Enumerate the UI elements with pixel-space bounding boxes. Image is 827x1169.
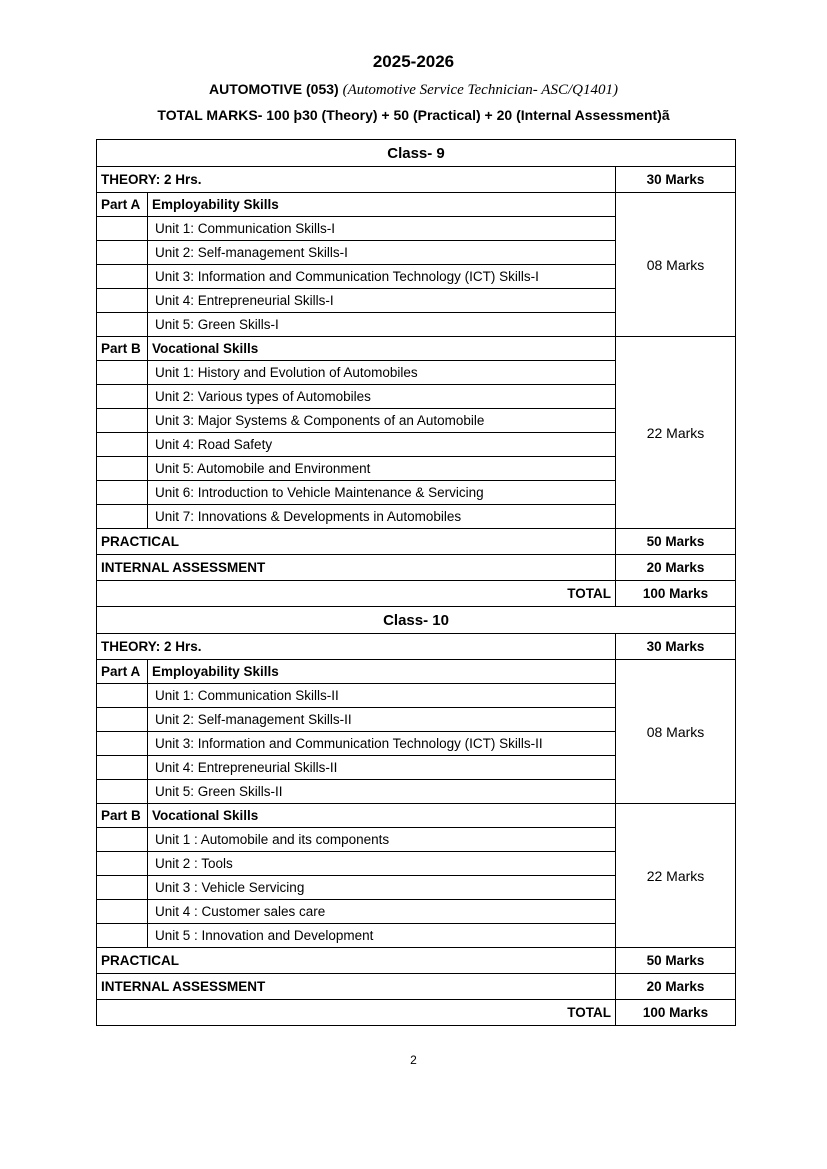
class-10-practical-label: PRACTICAL xyxy=(97,948,616,974)
class-9-part-b-marks: 22 Marks xyxy=(616,337,736,529)
unit-item: Unit 4: Entrepreneurial Skills-I xyxy=(148,289,616,313)
class-10-theory-marks: 30 Marks xyxy=(616,634,736,660)
unit-item: Unit 1: History and Evolution of Automobiles xyxy=(148,361,616,385)
class-10-title: Class- 10 xyxy=(97,607,736,634)
class-9-ia-marks: 20 Marks xyxy=(616,555,736,581)
unit-item: Unit 1 : Automobile and its components xyxy=(148,828,616,852)
unit-item: Unit 3: Major Systems & Components of an Automobile xyxy=(148,409,616,433)
class-10-part-a-label: Part A xyxy=(97,660,148,684)
class-10-theory-label: THEORY: 2 Hrs. xyxy=(97,634,616,660)
class-9-title: Class- 9 xyxy=(97,140,736,167)
class-9-total-marks: 100 Marks xyxy=(616,581,736,607)
unit-item: Unit 5: Green Skills-I xyxy=(148,313,616,337)
unit-item: Unit 5: Automobile and Environment xyxy=(148,457,616,481)
unit-item: Unit 3: Information and Communication Technology (ICT) Skills-I xyxy=(148,265,616,289)
total-marks-heading: TOTAL MARKS- 100 þ30 (Theory) + 50 (Practical) + 20 (Internal Assessment)ã xyxy=(157,107,670,123)
unit-item: Unit 2: Self-management Skills-I xyxy=(148,241,616,265)
unit-item: Unit 4: Road Safety xyxy=(148,433,616,457)
class-9-part-a-label: Part A xyxy=(97,193,148,217)
class-10-ia-label: INTERNAL ASSESSMENT xyxy=(97,974,616,1000)
class-10-part-a-title: Employability Skills xyxy=(148,660,616,684)
unit-item: Unit 1: Communication Skills-I xyxy=(148,217,616,241)
job-role: (Automotive Service Technician- ASC/Q1401) xyxy=(342,82,618,98)
class-10-part-a-marks: 08 Marks xyxy=(616,660,736,804)
unit-item: Unit 2: Various types of Automobiles xyxy=(148,385,616,409)
class-9-theory-marks: 30 Marks xyxy=(616,167,736,193)
unit-item: Unit 3: Information and Communication Technology (ICT) Skills-II xyxy=(148,732,616,756)
unit-item: Unit 1: Communication Skills-II xyxy=(148,684,616,708)
class-9-total-label: TOTAL xyxy=(97,581,616,607)
class-9-part-a-marks: 08 Marks xyxy=(616,193,736,337)
class-10-ia-marks: 20 Marks xyxy=(616,974,736,1000)
subject-heading xyxy=(0,81,827,99)
unit-item: Unit 4 : Customer sales care xyxy=(148,900,616,924)
subject-code: AUTOMOTIVE (053) xyxy=(209,81,339,97)
year-heading: 2025-2026 xyxy=(372,52,455,71)
class-9-part-b-label: Part B xyxy=(97,337,148,361)
class-10-practical-marks: 50 Marks xyxy=(616,948,736,974)
syllabus-table xyxy=(96,139,736,1026)
class-9-part-b-title: Vocational Skills xyxy=(148,337,616,361)
class-10-total-label: TOTAL xyxy=(97,1000,616,1026)
class-9-part-a-title: Employability Skills xyxy=(148,193,616,217)
unit-item: Unit 3 : Vehicle Servicing xyxy=(148,876,616,900)
class-10-part-b-label: Part B xyxy=(97,804,148,828)
page-number: 2 xyxy=(410,1053,417,1067)
unit-item: Unit 5 : Innovation and Development xyxy=(148,924,616,948)
class-9-theory-label: THEORY: 2 Hrs. xyxy=(97,167,616,193)
class-10-total-marks: 100 Marks xyxy=(616,1000,736,1026)
unit-item: Unit 4: Entrepreneurial Skills-II xyxy=(148,756,616,780)
unit-item: Unit 2: Self-management Skills-II xyxy=(148,708,616,732)
class-9-practical-marks: 50 Marks xyxy=(616,529,736,555)
class-10-part-b-marks: 22 Marks xyxy=(616,804,736,948)
unit-item: Unit 6: Introduction to Vehicle Maintenance & Servicing xyxy=(148,481,616,505)
class-9-ia-label: INTERNAL ASSESSMENT xyxy=(97,555,616,581)
unit-item: Unit 7: Innovations & Developments in Automobiles xyxy=(148,505,616,529)
class-9-practical-label: PRACTICAL xyxy=(97,529,616,555)
class-10-part-b-title: Vocational Skills xyxy=(148,804,616,828)
unit-item: Unit 5: Green Skills-II xyxy=(148,780,616,804)
unit-item: Unit 2 : Tools xyxy=(148,852,616,876)
